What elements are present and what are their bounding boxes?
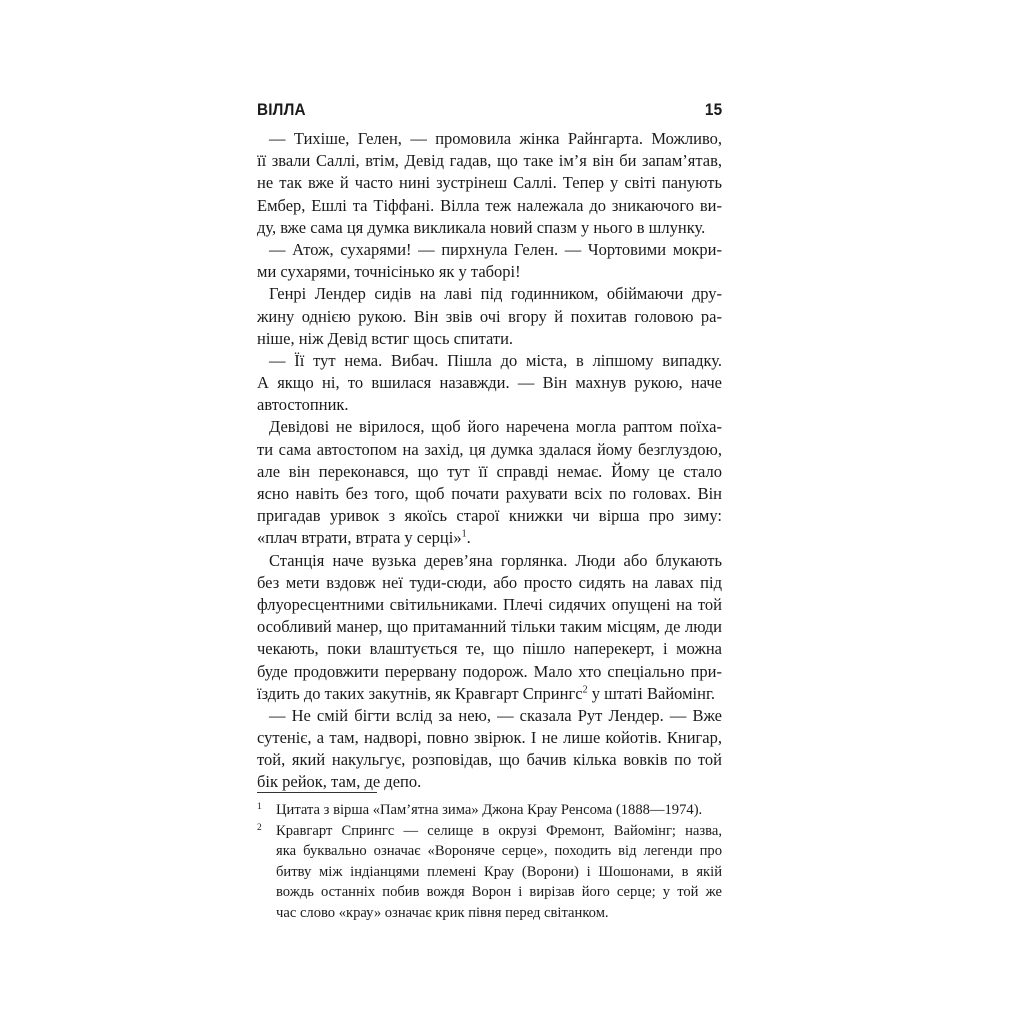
footnote-line: битву між індіанцями племені Крау (Ворони) і Шошонами, в якій bbox=[276, 863, 722, 880]
text-line: Генрі Лендер сидів на лаві під годинником, обіймаючи дру- bbox=[269, 284, 722, 304]
text-line: ясно навіть без того, щоб почати рахувати всіх по головах. Він bbox=[257, 484, 722, 503]
text-line: ніше, ніж Девід встиг щось спитати. bbox=[257, 328, 514, 348]
text-line: Станція наче вузька дерев’яна горлянка. Люди або блукають bbox=[269, 550, 722, 570]
text-line: бік рейок, там, де депо. bbox=[257, 772, 422, 792]
text-line: ти сама автостопом на захід, ця думка здалася йому безглуздою, bbox=[257, 439, 722, 459]
text-line: «плач втрати, втрата у серці»$^1$. bbox=[257, 528, 471, 548]
paragraph bbox=[257, 350, 722, 417]
text-line: особливий манер, що притаманний тільки таким місцям, де люди bbox=[257, 617, 722, 637]
page-number: 15 bbox=[704, 100, 722, 119]
text-line: флуоресцентними світильниками. Плечі сидячих опущені на той bbox=[257, 594, 722, 614]
text-line: їздить до таких закутнів, як Кравгарт Спрингс$^2$ у штаті Вайомінг. bbox=[257, 683, 715, 703]
footnote-reference[interactable]: 2 bbox=[582, 684, 588, 696]
footnote bbox=[257, 821, 722, 924]
text-line: той, який накульгує, розповідав, що бачив кілька вовків по той bbox=[257, 750, 722, 770]
text-line: її звали Саллі, втім, Девід гадав, що таке ім’я він би запам’ятав, bbox=[257, 151, 722, 171]
text-line: чекають, поки влаштується те, що пішло наперекерт, і можна bbox=[257, 639, 722, 659]
footnotes bbox=[257, 800, 722, 923]
paragraph bbox=[257, 550, 722, 705]
footnote-mark: 1 bbox=[257, 802, 262, 812]
text-line: не так вже й часто нині зустрінеш Саллі. Тепер у світі панують bbox=[257, 173, 722, 193]
footnote-line: яка буквально означає «Вороняче серце», походить від легенди про bbox=[276, 843, 722, 859]
footnote-line: Цитата з вірша «Пам’ятна зима» Джона Крау Ренсома (1888—1974). bbox=[276, 802, 703, 818]
paragraph bbox=[257, 239, 722, 283]
footnote-mark: 2 bbox=[257, 822, 262, 833]
paragraph bbox=[257, 283, 722, 350]
paragraph bbox=[257, 128, 722, 239]
paragraph bbox=[257, 416, 722, 549]
text-line: Девідові не вірилося, щоб його наречена могла раптом поїха- bbox=[269, 417, 722, 437]
footnote-line: Кравгарт Спрингс — селище в окрузі Фремонт, Вайомінг; назва, bbox=[276, 822, 722, 839]
footnote-line: вождь останніх побив вождя Ворон і вирізав його серце; у той же bbox=[276, 884, 722, 900]
text-line: — Не смій бігти вслід за нею, — сказала Рут Лендер. — Вже bbox=[269, 705, 722, 725]
text-line: жину однією рукою. Він звів очі вгору й похитав головою ра- bbox=[257, 306, 722, 326]
footnote bbox=[257, 800, 722, 821]
text-line: ду, вже сама ця думка викликала новий спазм у нього в шлунку. bbox=[257, 217, 706, 237]
text-line: ми сухарями, точнісінько як у таборі! bbox=[257, 262, 521, 282]
text-line: — Атож, сухарями! — пирхнула Гелен. — Чортовими мокри- bbox=[269, 239, 722, 259]
body-text bbox=[257, 128, 722, 794]
text-line: — Її тут нема. Вибач. Пішла до міста, в ліпшому випадку. bbox=[269, 350, 722, 370]
text-line: сутеніє, а там, надворі, повно звірюк. І не лише койотів. Книгар, bbox=[257, 728, 722, 748]
text-line: Ембер, Ешлі та Тіффані. Вілла теж належала до зникаючого ви- bbox=[257, 195, 722, 215]
text-line: — Тихіше, Гелен, — промовила жінка Райнгарта. Можливо, bbox=[269, 129, 722, 148]
paragraph bbox=[257, 705, 722, 794]
footnote-line: час слово «крау» означає крик півня перед світанком. bbox=[276, 904, 609, 921]
text-line: пригадав уривок з якоїсь старої книжки чи вірша про зиму: bbox=[257, 506, 722, 526]
text-line: без мети вздовж неї туди-сюди, або просто сидять на лавах під bbox=[257, 572, 722, 592]
chapter-title: ВІЛЛА bbox=[257, 100, 306, 119]
running-head bbox=[257, 98, 722, 122]
text-line: але він переконався, що тут її справді немає. Йому це стало bbox=[257, 461, 722, 481]
footnote-reference[interactable]: 1 bbox=[461, 528, 467, 540]
footnote-divider bbox=[257, 792, 377, 793]
text-line: автостопник. bbox=[257, 395, 349, 415]
text-line: А якщо ні, то вшилася назавжди. — Він махнув рукою, наче bbox=[257, 373, 722, 393]
text-line: буде продовжити перервану подорож. Мало хто спеціально при- bbox=[257, 661, 722, 681]
